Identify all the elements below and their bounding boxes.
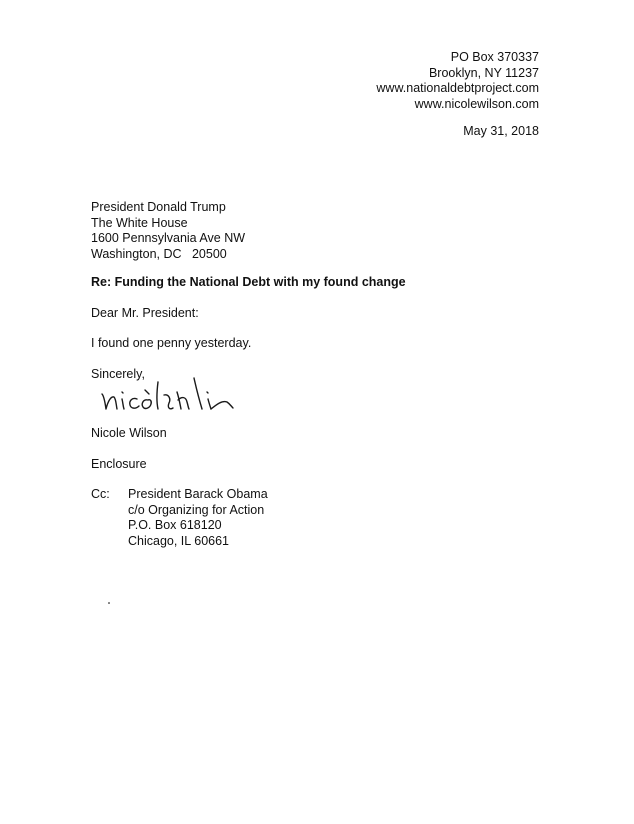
recipient-city: Washington, DC 20500 <box>91 246 227 261</box>
recipient-name: President Donald Trump <box>91 200 226 214</box>
cc-address-block <box>128 487 268 549</box>
sender-website-2: www.nicolewilson.com <box>414 96 539 111</box>
sender-website-1: www.nationaldebtproject.com <box>376 81 539 95</box>
cc-name: President Barack Obama <box>128 487 268 501</box>
recipient-organization: The White House <box>91 215 188 230</box>
recipient-street: 1600 Pennsylvania Ave NW <box>91 231 246 245</box>
cc-label: Cc: <box>91 487 110 501</box>
sender-address-block <box>376 50 539 112</box>
enclosure-note: Enclosure <box>91 457 147 471</box>
letter-body: I found one penny yesterday. <box>91 336 252 350</box>
signer-name: Nicole Wilson <box>91 426 167 440</box>
subject-line: Re: Funding the National Debt with my found change <box>91 275 406 289</box>
letter-date: May 31, 2018 <box>463 124 539 138</box>
sender-city: Brooklyn, NY 11237 <box>428 65 539 80</box>
closing: Sincerely, <box>91 367 145 381</box>
handwritten-signature <box>96 372 246 418</box>
scan-speck <box>108 602 110 604</box>
cc-city: Chicago, IL 60661 <box>128 533 230 548</box>
cc-po-box: P.O. Box 618120 <box>128 518 222 532</box>
recipient-address-block <box>91 200 245 262</box>
cc-care-of: c/o Organizing for Action <box>128 502 265 517</box>
sender-po-box: PO Box 370337 <box>450 50 539 64</box>
salutation: Dear Mr. President: <box>91 306 199 320</box>
